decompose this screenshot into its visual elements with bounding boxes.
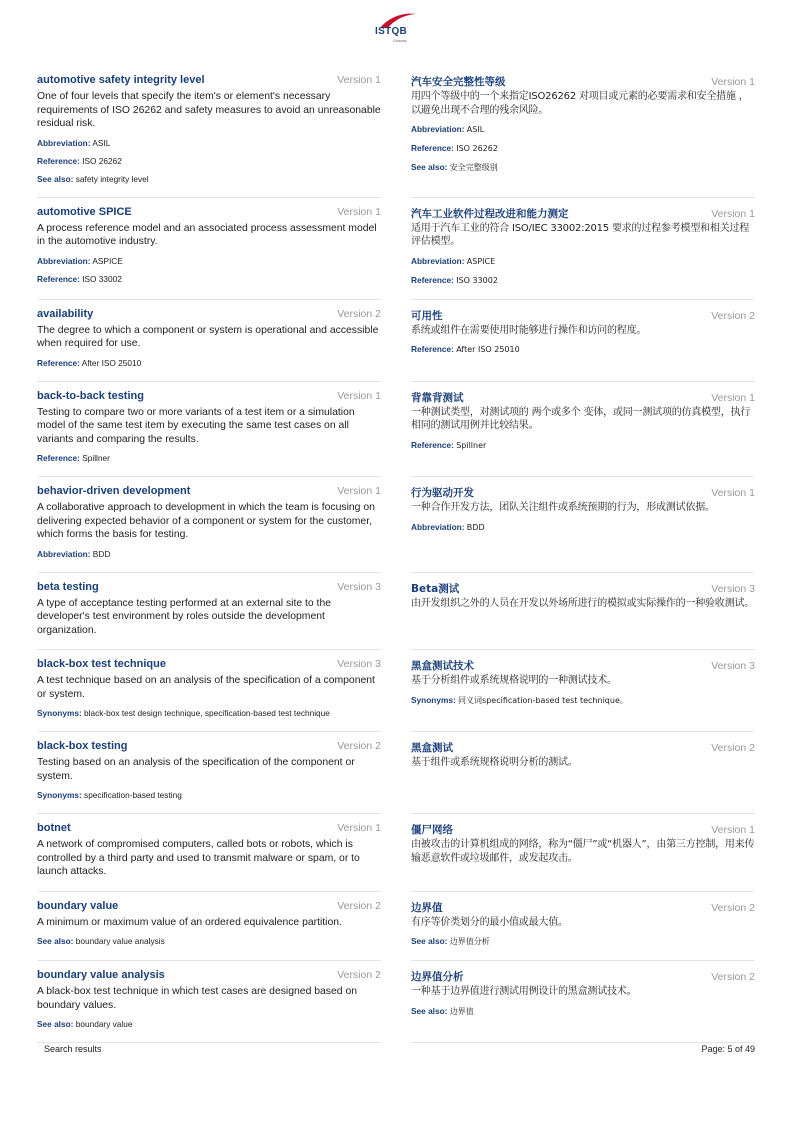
entry-meta-value: ISO 26262 [82,155,122,166]
entry-title-line [37,822,381,837]
entry-meta-line [37,707,381,719]
entry-meta-label: See also: [411,162,448,172]
entry-meta-line [411,142,755,155]
entry-title-line [411,308,755,323]
entry-meta-value: boundary value analysis [75,936,165,946]
entry-title-line [37,390,381,405]
entry-definition: A collaborative approach to development in which the team is focusing on delivering expected behavior of a component or system for the customer, which forms the basis for testing. [37,502,375,540]
glossary-entry-zh [411,581,755,651]
entry-title-line [37,740,381,755]
entry-title-line [411,900,755,915]
entry-meta-label: Abbreviation: [411,255,465,266]
glossary-row [37,969,755,1051]
entry-meta-line [411,935,755,948]
entry-term-link[interactable]: 黑盒测试 [411,742,453,754]
glossary-entry-en [37,658,381,732]
entry-version: Version 2 [337,899,381,912]
entry-meta-value: safety integrity level [75,173,149,184]
entry-version: Version 1 [711,391,755,404]
entry-meta-line [411,694,755,707]
entry-title-line [411,969,755,984]
glossary-entry-zh [411,308,755,382]
glossary-row [37,581,755,659]
glossary-entry-en [37,822,381,892]
entry-meta-value: After ISO 25010 [456,345,520,354]
entry-title-line [411,658,755,673]
entry-term-link[interactable]: 边界值分析 [411,971,464,983]
entry-meta-value: 同义词specification-based test technique。 [458,695,628,705]
entry-meta-label: Reference: [411,274,454,285]
glossary-entry-en [37,308,381,382]
entry-term-link[interactable]: 黑盒测试技术 [411,660,474,672]
entry-version: Version 1 [711,824,755,836]
entry-meta-label: See also: [37,173,74,184]
logo-subtext: Glossary [393,39,407,43]
entry-meta-label: Reference: [411,143,454,153]
footer-page-number: Page: 5 of 49 [701,1044,755,1054]
entry-meta-label: Reference: [37,453,80,463]
glossary-entry-zh [411,390,755,478]
entry-meta-label: See also: [37,1019,74,1029]
entry-meta-label: Reference: [37,273,80,284]
entry-definition: One of four levels that specify the item's or element's necessary requirements of ISO 26262 and safety measures to avoid an unreasonable residual risk. [37,91,381,129]
entry-meta-value: ISO 33002 [456,275,498,285]
entry-definition: 有序等价类划分的最小值或最大值。 [411,916,568,928]
logo-text: ISTQB [375,26,408,37]
entry-meta-label: Abbreviation: [37,137,91,148]
glossary-row [37,658,755,740]
entry-definition: 用四个等级中的一个来指定ISO26262 对项目或元素的必要需求和安全措施 ，以避免出现不合理的残余风险。 [411,91,749,116]
entry-meta-label: Abbreviation: [37,548,91,559]
entry-definition: 基于分析组件或系统规格说明的一种测试技术。 [411,675,617,686]
glossary-row [37,390,755,486]
entry-title-line [411,485,755,500]
entry-meta-line [411,343,755,356]
entry-version: Version 2 [711,971,755,983]
entry-version: Version 1 [711,487,755,499]
glossary-entry-zh [411,740,755,814]
entry-definition: A minimum or maximum value of an ordered equivalence partition. [37,916,342,928]
entry-term-link[interactable]: 可用性 [411,309,443,322]
glossary-entry-zh [411,206,755,300]
glossary-entry-zh [411,900,755,962]
entry-term-link[interactable]: boundary value analysis [37,969,165,981]
entry-version: Version 1 [337,74,381,86]
glossary-entry-en [37,390,381,478]
glossary-row [37,308,755,390]
entry-meta-line [37,452,381,464]
entry-meta-value: ASIL [92,137,111,148]
entry-title-line [411,390,755,405]
entry-title-line [411,740,755,755]
glossary-entry-zh [411,485,755,573]
glossary-row [37,206,755,308]
entry-term-link[interactable]: 背靠背测试 [411,391,464,404]
entry-meta-label: Reference: [37,357,80,368]
entry-version: Version 1 [337,389,381,402]
entry-version: Version 2 [337,307,381,320]
glossary-entry-en [37,485,381,573]
glossary-entry-zh [411,74,755,198]
entry-definition: 一种基于边界值进行测试用例设计的黑盒测试技术。 [411,986,637,997]
entry-meta-line [411,1005,755,1018]
entry-definition: 适用于汽车工业的符合 ISO/IEC 33002:2015 要求的过程参考模型和相关过程评估模型。 [411,222,750,247]
entry-meta-line [411,274,755,287]
entry-meta-line [37,789,381,801]
entry-meta-line [411,161,755,174]
entry-meta-label: Abbreviation: [37,255,91,266]
entry-title-line [37,658,381,673]
entry-term-link[interactable]: behavior-driven development [37,485,191,497]
entry-meta-line [37,173,381,185]
entry-meta-line [37,935,381,947]
entry-meta-line [411,255,755,268]
glossary-row [37,740,755,822]
entry-version: Version 1 [711,76,755,88]
entry-term-link[interactable]: back-to-back testing [37,389,144,402]
entry-definition: A black-box test technique in which test cases are designed based on boundary values. [37,986,357,1011]
entry-version: Version 2 [711,742,755,754]
entry-meta-label: See also: [37,936,74,946]
entry-meta-label: Reference: [37,155,80,166]
entry-definition: 基于组件或系统规格说明分析的测试。 [411,757,578,768]
footer-search-results: Search results [44,1044,102,1054]
glossary-entry-en [37,900,381,962]
entry-term-link[interactable]: black-box test technique [37,658,166,670]
entry-title-line [37,485,381,500]
entry-meta-line [37,273,381,285]
entry-version: Version 3 [711,582,755,595]
entry-version: Version 3 [337,658,381,670]
entry-definition: 一种合作开发方法，团队关注组件或系统预期的行为，形成测试依据。 [411,502,715,513]
glossary-row [37,822,755,900]
entry-meta-line [37,155,381,167]
entry-meta-label: Synonyms: [37,708,82,718]
page-header [0,12,793,46]
entry-definition: The degree to which a component or system is operational and accessible when required for use. [37,324,379,349]
entry-meta-label: Reference: [411,344,454,354]
entry-meta-line [411,439,755,452]
entry-term-link[interactable]: 汽车安全完整性等级 [411,76,506,88]
entry-meta-value: specification-based testing [84,790,182,800]
entry-meta-line [37,137,381,149]
entry-meta-value: ASPICE [466,256,496,266]
entry-definition: Testing to compare two or more variants of a test item or a simulation model of the same test item by executing the same test cases on all variants and comparing the results. [37,406,355,445]
glossary-entry-zh [411,969,755,1043]
entry-term-link[interactable]: black-box testing [37,740,128,752]
entry-meta-value: ISO 26262 [456,144,498,153]
entry-term-link[interactable]: 行为驱动开发 [411,487,474,499]
entry-version: Version 2 [337,969,381,981]
entry-version: Version 2 [711,309,755,322]
entry-meta-line [37,548,381,560]
glossary-entry-en [37,740,381,814]
glossary-grid [37,74,755,1051]
glossary-entry-en [37,969,381,1043]
entry-meta-value: ASPICE [92,255,123,266]
entry-version: Version 2 [711,901,755,914]
entry-meta-value: Spillner [456,440,487,450]
entry-definition: A process reference model and an associated process assessment model in the automotive industry. [37,222,377,247]
entry-title-line [37,581,381,596]
entry-term-link[interactable]: beta testing [37,580,99,593]
entry-term-link[interactable]: 僵尸网络 [411,824,453,836]
entry-version: Version 1 [337,822,381,834]
entry-version: Version 1 [337,485,381,497]
entry-meta-label: Abbreviation: [411,124,465,134]
entry-term-link[interactable]: automotive SPICE [37,205,132,218]
entry-term-link[interactable]: boundary value [37,899,119,912]
entry-definition: 由被攻击的计算机组成的网络，称为“僵尸”或“机器人”，由第三方控制，用来传输恶意软件或垃圾邮件，或发起攻击。 [411,839,755,864]
entry-title-line [37,308,381,323]
entry-title-line [37,74,381,89]
entry-meta-value: 边界值分析 [449,937,490,946]
entry-title-line [411,581,755,596]
entry-term-link[interactable]: availability [37,307,94,320]
entry-title-line [411,74,755,89]
entry-meta-line [37,1018,381,1030]
entry-title-line [37,206,381,221]
glossary-entry-en [37,581,381,651]
entry-term-link[interactable]: 汽车工业软件过程改进和能力测定 [411,207,569,220]
glossary-entry-en [37,74,381,198]
entry-meta-line [411,123,755,136]
entry-meta-value: BDD [466,522,485,532]
entry-meta-value: boundary value [75,1019,133,1029]
entry-version: Version 1 [337,205,381,218]
entry-meta-label: Synonyms: [37,790,82,800]
entry-meta-label: See also: [411,1005,448,1016]
entry-term-link[interactable]: 边界值 [411,901,443,914]
entry-meta-line [37,357,381,369]
entry-meta-value: Spillner [82,453,110,463]
glossary-entry-zh [411,822,755,892]
entry-term-link[interactable]: botnet [37,822,71,834]
entry-definition: 系统或组件在需要使用时能够进行操作和访问的程度。 [411,324,647,336]
glossary-entry-zh [411,658,755,732]
glossary-row [37,900,755,970]
glossary-row [37,485,755,581]
entry-meta-label: Synonyms: [411,694,456,705]
entry-term-link[interactable]: Beta测试 [411,582,460,595]
entry-version: Version 3 [711,660,755,672]
entry-title-line [411,822,755,837]
entry-version: Version 1 [711,207,755,220]
entry-meta-value: ISO 33002 [82,273,122,284]
entry-definition: 一种测试类型，对测试项的 两个或多个 变体，或同一测试项的仿真模型，执行相同的测试用例并比较结果。 [411,406,751,431]
entry-term-link[interactable]: automotive safety integrity level [37,74,205,86]
entry-meta-label: Reference: [411,439,454,450]
entry-meta-line [37,255,381,267]
entry-meta-value: After ISO 25010 [81,357,142,368]
entry-definition: 由开发组织之外的人员在开发以外场所进行的模拟或实际操作的一种验收测试。 [411,597,754,609]
istqb-logo [372,12,420,46]
entry-meta-value: black-box test design technique, specification-based test technique [84,708,330,718]
entry-title-line [411,206,755,221]
entry-definition: A type of acceptance testing performed at an external site to the developer's test environment by roles outside the development organization. [37,597,332,636]
entry-definition: A network of compromised computers, called bots or robots, which is controlled by a third party and used to transmit malware or spam, or to launch attacks. [37,839,360,877]
entry-definition: Testing based on an analysis of the specification of the component or system. [37,757,355,782]
glossary-entry-en [37,206,381,300]
entry-meta-value: 安全完整级别 [449,163,498,172]
entry-meta-value: BDD [92,548,111,559]
entry-version: Version 3 [337,580,381,593]
entry-meta-line [411,521,755,534]
glossary-row [37,74,755,206]
entry-meta-label: See also: [411,936,448,946]
entry-meta-value: 边界值 [449,1006,474,1016]
entry-title-line [37,900,381,915]
entry-version: Version 2 [337,740,381,752]
page-footer [44,1044,755,1054]
entry-title-line [37,969,381,984]
entry-definition: A test technique based on an analysis of the specification of a component or system. [37,675,375,700]
entry-meta-value: ASIL [466,125,485,134]
entry-meta-label: Abbreviation: [411,521,465,532]
